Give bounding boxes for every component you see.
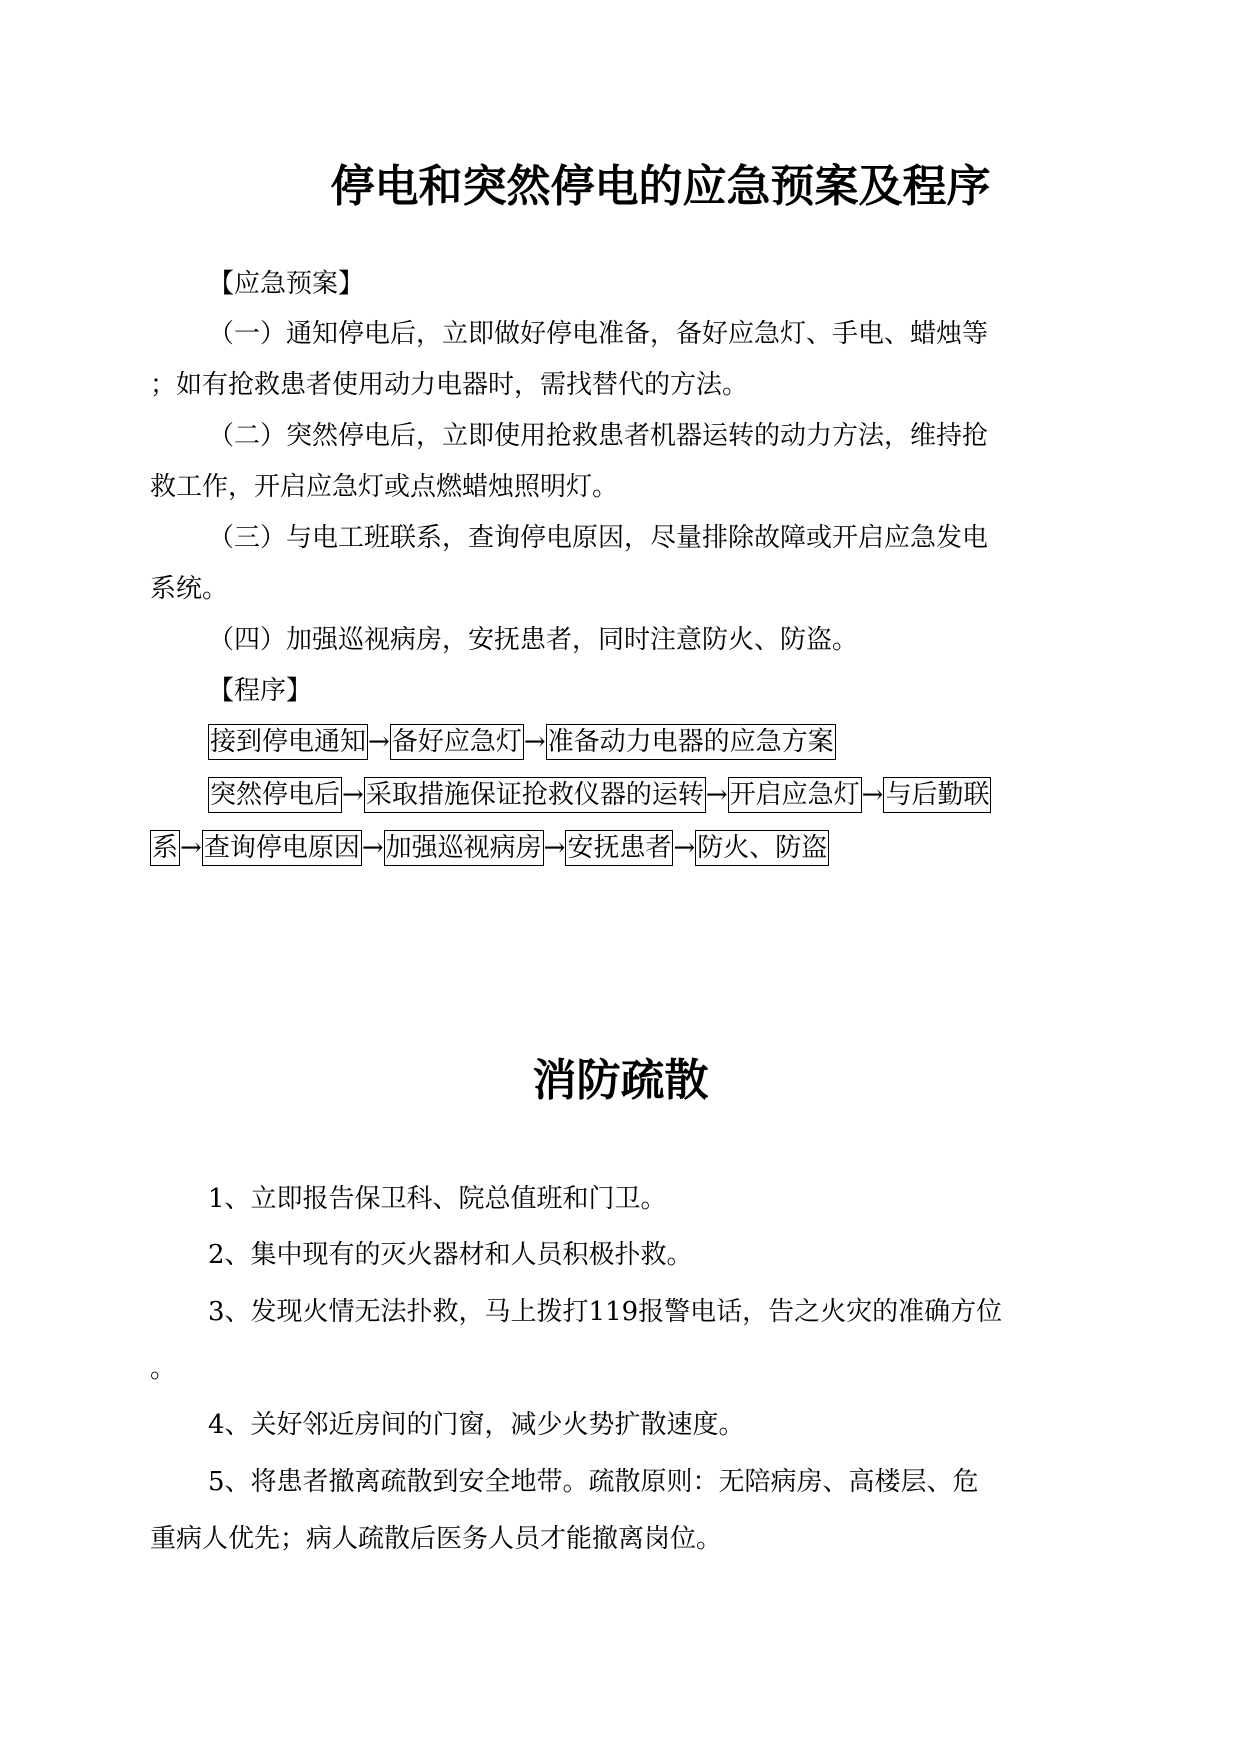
plan-item-1-line1: （一）通知停电后，立即做好停电准备，备好应急灯、手电、蜡烛等 xyxy=(208,319,989,349)
procedure-flow-2-line2 xyxy=(150,829,829,867)
evac-item-2: 2、集中现有的灭火器材和人员积极扑救。 xyxy=(208,1240,693,1270)
flow-step: 开启应急灯 xyxy=(728,777,862,813)
arrow-icon: → xyxy=(180,833,202,863)
plan-item-1-line2: ；如有抢救患者使用动力电器时，需找替代的方法。 xyxy=(150,370,749,400)
arrow-icon: → xyxy=(673,833,696,863)
evac-item-5-line1: 5、将患者撤离疏散到安全地带。疏散原则：无陪病房、高楼层、危 xyxy=(208,1467,979,1497)
plan-item-2-line1: （二）突然停电后，立即使用抢救患者机器运转的动力方法，维持抢 xyxy=(208,421,989,451)
flow-step: 准备动力电器的应急方案 xyxy=(546,724,836,760)
page-title: 停电和突然停电的应急预案及程序 xyxy=(330,161,991,212)
plan-item-3-line2: 系统。 xyxy=(150,574,229,604)
arrow-icon: → xyxy=(342,780,364,810)
arrow-icon: → xyxy=(705,780,728,810)
flow-step: 接到停电通知 xyxy=(208,724,368,760)
evac-item-1: 1、立即报告保卫科、院总值班和门卫。 xyxy=(208,1184,667,1214)
plan-heading: 【应急预案】 xyxy=(208,269,365,299)
flow-step: 系 xyxy=(150,830,180,866)
procedure-flow-1 xyxy=(208,723,836,761)
plan-item-2-line2: 救工作，开启应急灯或点燃蜡烛照明灯。 xyxy=(150,472,619,502)
procedure-flow-2-line1 xyxy=(208,776,991,814)
flow-step: 备好应急灯 xyxy=(390,724,524,760)
evac-item-3-line2: 。 xyxy=(150,1354,177,1384)
flow-step: 采取措施保证抢救仪器的运转 xyxy=(364,777,706,813)
evac-item-4: 4、关好邻近房间的门窗，减少火势扩散速度。 xyxy=(208,1410,745,1440)
procedure-heading: 【程序】 xyxy=(208,676,313,706)
arrow-icon: → xyxy=(861,780,884,810)
flow-step: 突然停电后 xyxy=(208,777,342,813)
flow-step: 安抚患者 xyxy=(565,830,673,866)
section-title: 消防疏散 xyxy=(532,1055,709,1106)
flow-step: 与后勤联 xyxy=(883,777,991,813)
evac-item-3-line1: 3、发现火情无法扑救，马上拨打119报警电话，告之火灾的准确方位 xyxy=(208,1297,1003,1327)
evac-item-5-line2: 重病人优先；病人疏散后医务人员才能撤离岗位。 xyxy=(150,1524,723,1554)
arrow-icon: → xyxy=(523,727,546,757)
arrow-icon: → xyxy=(368,727,390,757)
flow-step: 防火、防盗 xyxy=(695,830,829,866)
arrow-icon: → xyxy=(361,833,384,863)
plan-item-3-line1: （三）与电工班联系，查询停电原因，尽量排除故障或开启应急发电 xyxy=(208,523,989,553)
plan-item-4-line1: （四）加强巡视病房，安抚患者，同时注意防火、防盗。 xyxy=(208,625,859,655)
flow-step: 查询停电原因 xyxy=(202,830,362,866)
arrow-icon: → xyxy=(543,833,566,863)
flow-step: 加强巡视病房 xyxy=(384,830,544,866)
